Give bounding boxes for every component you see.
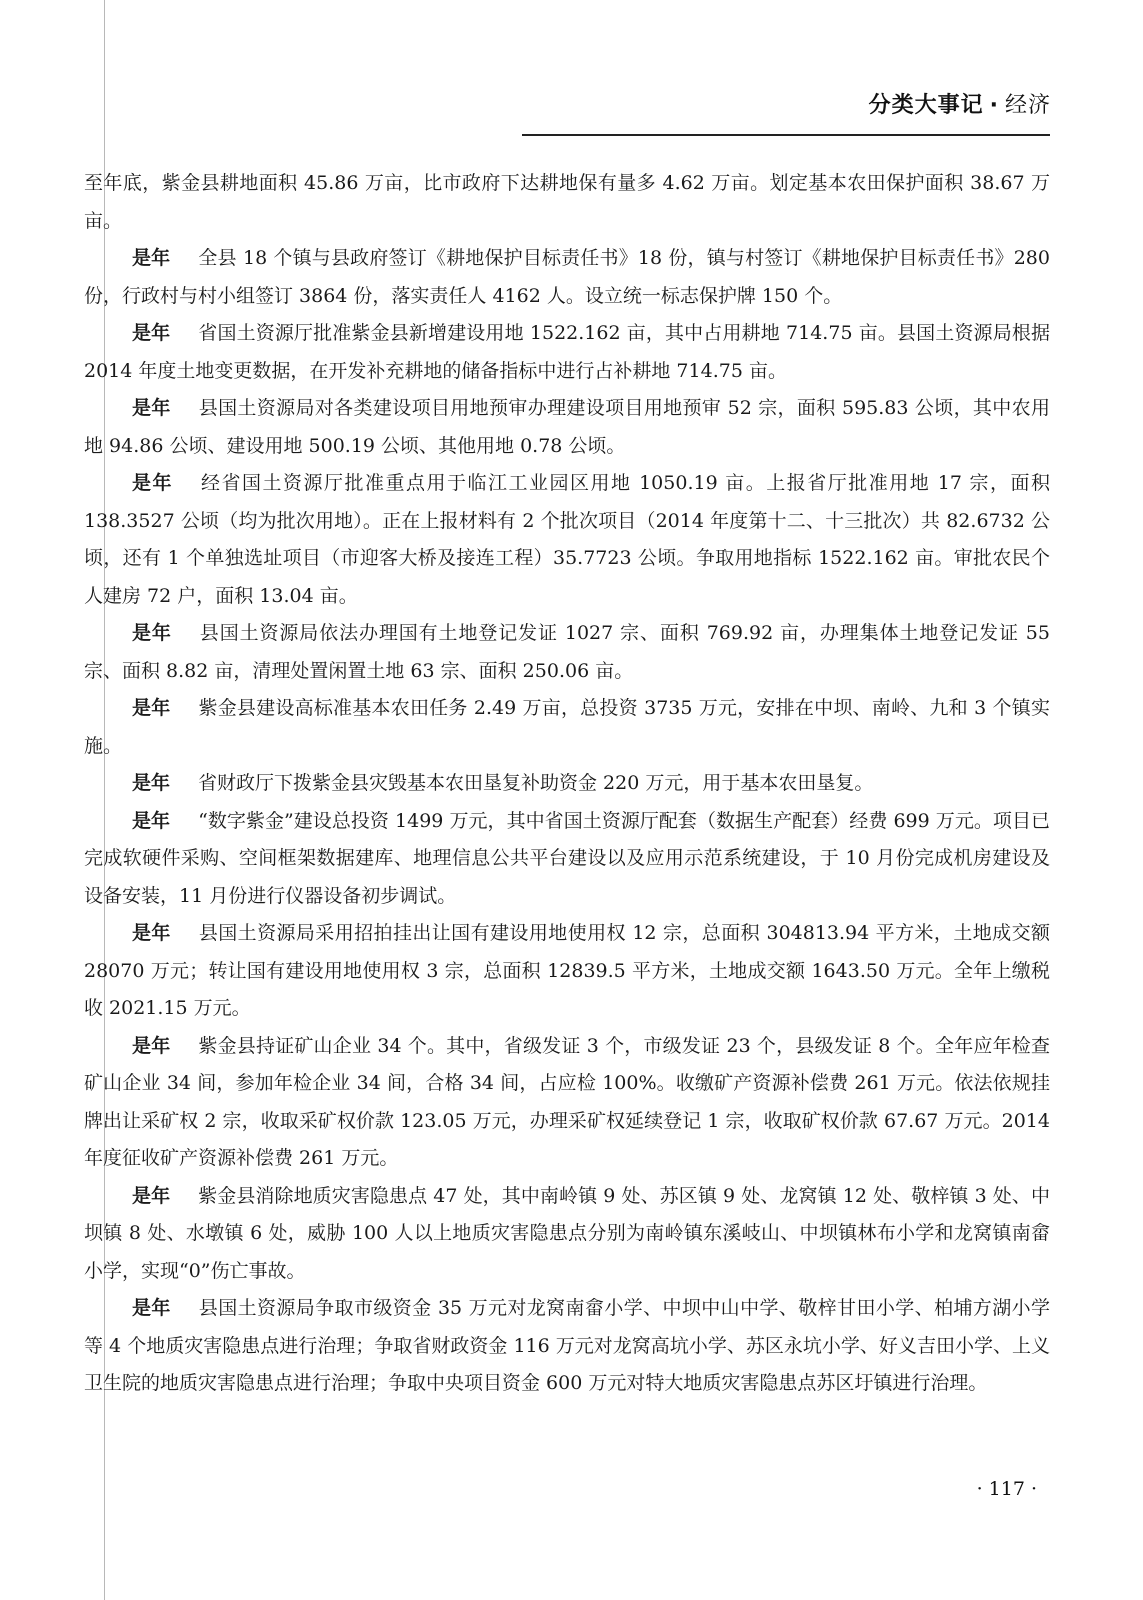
entry-text: 紫金县持证矿山企业 34 个。其中，省级发证 3 个，市级发证 23 个，县级发证 8 个。全年应年检查矿山企业 34 间，参加年检企业 34 间，合格 34 间，占应检 100%。收缴矿产资源补偿费 261 万元。依法依规挂牌出让采矿权 2 宗，收取采矿权价款 123.05 万元，办理采矿权延续登记 1 宗，收取矿权价款 67.67 万元。2014 年度征收矿产资源补偿费 261 万元。 (84, 1034, 1050, 1169)
entry-paragraph (84, 1028, 1050, 1178)
entry-year-label: 是年 (132, 809, 171, 832)
entry-paragraph (84, 690, 1050, 765)
entry-paragraph (84, 315, 1050, 390)
running-head (869, 88, 1051, 119)
entry-paragraph (84, 240, 1050, 315)
running-head-section: 分类大事记 (868, 93, 984, 118)
entry-year-label: 是年 (132, 472, 174, 494)
entry-paragraph (84, 765, 1050, 803)
entry-text: 县国土资源局依法办理国有土地登记发证 1027 宗、面积 769.92 亩，办理集体土地登记发证 55 宗、面积 8.82 亩，清理处置闲置土地 63 宗、面积 250.06 亩。 (84, 622, 1050, 682)
running-head-separator: · (989, 93, 999, 118)
entry-year-label: 是年 (132, 322, 171, 344)
entry-paragraph (84, 915, 1050, 1028)
entry-paragraph (84, 1178, 1050, 1291)
entry-paragraph (84, 803, 1050, 916)
entry-list (84, 240, 1050, 1403)
entry-text: “数字紫金”建设总投资 1499 万元，其中省国土资源厅配套（数据生产配套）经费 699 万元。项目已完成软硬件采购、空间框架数据建库、地理信息公共平台建设以及应用示范系统建设，于 10 月份完成机房建设及设备安装，11 月份进行仪器设备初步调试。 (84, 809, 1050, 907)
entry-paragraph (84, 465, 1050, 615)
body-text (84, 165, 1050, 1403)
entry-text: 紫金县建设高标准基本农田任务 2.49 万亩，总投资 3735 万元，安排在中坝、南岭、九和 3 个镇实施。 (84, 697, 1050, 757)
entry-paragraph (84, 390, 1050, 465)
intro-paragraph: 至年底，紫金县耕地面积 45.86 万亩，比市政府下达耕地保有量多 4.62 万亩。划定基本农田保护面积 38.67 万亩。 (84, 172, 1050, 232)
entry-text: 全县 18 个镇与县政府签订《耕地保护目标责任书》18 份，镇与村签订《耕地保护目标责任书》280 份，行政村与村小组签订 3864 份，落实责任人 4162 人。设立统一标志保护牌 150 个。 (84, 247, 1050, 307)
header-rule (522, 134, 1050, 136)
entry-year-label: 是年 (132, 1297, 171, 1319)
entry-year-label: 是年 (132, 1034, 171, 1057)
entry-year-label: 是年 (132, 247, 171, 269)
entry-year-label: 是年 (132, 1184, 171, 1207)
entry-text: 省国土资源厅批准紫金县新增建设用地 1522.162 亩，其中占用耕地 714.75 亩。县国土资源局根据 2014 年度土地变更数据，在开发补充耕地的储备指标中进行占补耕地 714.75 亩。 (84, 322, 1050, 382)
entry-year-label: 是年 (132, 397, 171, 419)
entry-year-label: 是年 (132, 697, 171, 719)
page-number: · 117 · (976, 1478, 1037, 1500)
entry-text: 省财政厅下拨紫金县灾毁基本农田垦复补助资金 220 万元，用于基本农田垦复。 (198, 772, 874, 794)
entry-text: 县国土资源局采用招拍挂出让国有建设用地使用权 12 宗，总面积 304813.94 平方米，土地成交额 28070 万元；转让国有建设用地使用权 3 宗，总面积 12839.5 平方米，土地成交额 1643.50 万元。全年上缴税收 2021.15 万元。 (84, 922, 1050, 1019)
entry-year-label: 是年 (132, 922, 171, 944)
entry-year-label: 是年 (132, 622, 172, 644)
running-head-subsection: 经济 (1004, 93, 1051, 118)
entry-paragraph (84, 615, 1050, 690)
entry-text: 紫金县消除地质灾害隐患点 47 处，其中南岭镇 9 处、苏区镇 9 处、龙窝镇 12 处、敬梓镇 3 处、中坝镇 8 处、水墩镇 6 处，威胁 100 人以上地质灾害隐患点分别为南岭镇东溪岐山、中坝镇林布小学和龙窝镇南畲小学，实现“0”伤亡事故。 (84, 1184, 1050, 1282)
entry-paragraph (84, 1290, 1050, 1403)
entry-text: 经省国土资源厅批准重点用于临江工业园区用地 1050.19 亩。上报省厅批准用地 17 宗，面积 138.3527 公顷（均为批次用地）。正在上报材料有 2 个批次项目（2014 年度第十二、十三批次）共 82.6732 公顷，还有 1 个单独选址项目（市迎客大桥及接连工程）35.7723 公顷。争取用地指标 1522.162 亩。审批农民个人建房 72 户，面积 13.04 亩。 (84, 472, 1050, 607)
entry-text: 县国土资源局争取市级资金 35 万元对龙窝南畲小学、中坝中山中学、敬梓甘田小学、柏埔方湖小学等 4 个地质灾害隐患点进行治理；争取省财政资金 116 万元对龙窝高坑小学、苏区永坑小学、好义吉田小学、上义卫生院的地质灾害隐患点进行治理；争取中央项目资金 600 万元对特大地质灾害隐患点苏区圩镇进行治理。 (84, 1297, 1050, 1394)
entry-year-label: 是年 (132, 772, 171, 794)
entry-text: 县国土资源局对各类建设项目用地预审办理建设项目用地预审 52 宗，面积 595.83 公顷，其中农用地 94.86 公顷、建设用地 500.19 公顷、其他用地 0.78 公顷。 (84, 397, 1050, 457)
